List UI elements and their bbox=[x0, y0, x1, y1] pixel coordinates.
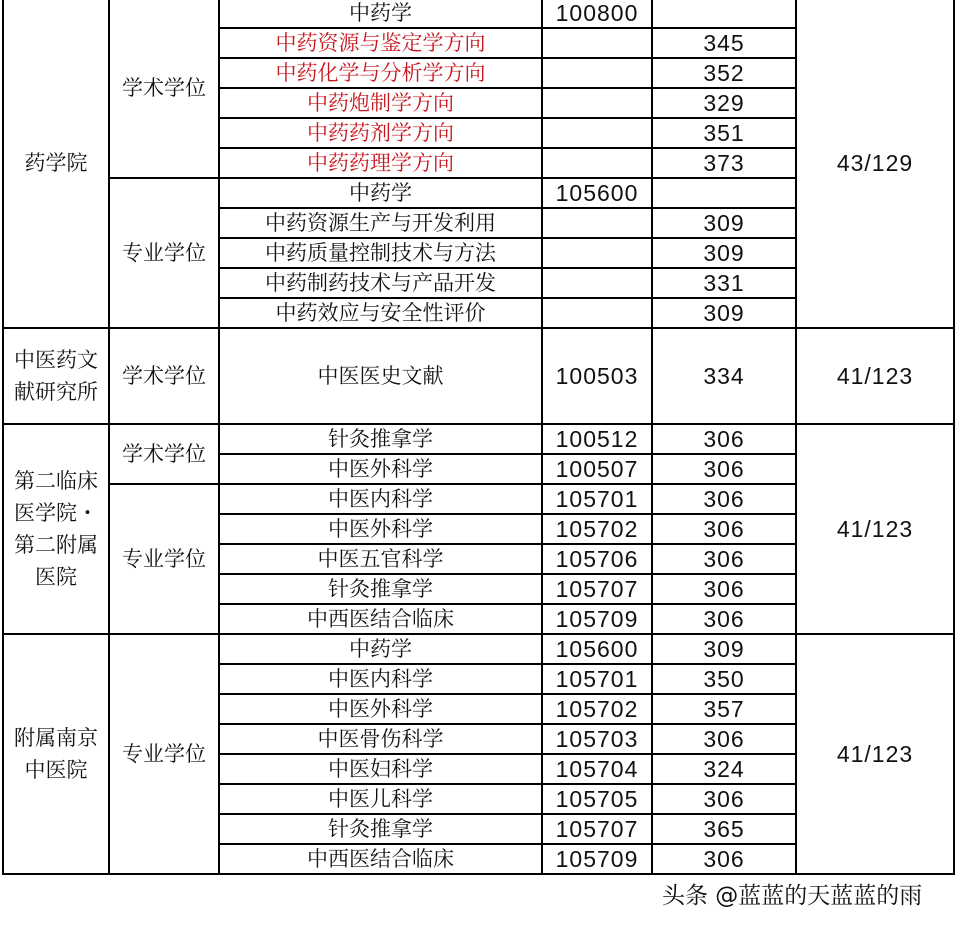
degree-type-cell: 学术学位 bbox=[109, 328, 219, 424]
table-row bbox=[3, 424, 954, 454]
major-cell: 中医五官科学 bbox=[219, 544, 542, 574]
score-cell: 324 bbox=[652, 754, 796, 784]
code-cell: 105702 bbox=[542, 514, 652, 544]
major-cell: 中药资源生产与开发利用 bbox=[219, 208, 542, 238]
score-cell: 309 bbox=[652, 238, 796, 268]
major-cell: 中药学 bbox=[219, 178, 542, 208]
unit-cell: 附属南京中医院 bbox=[3, 634, 109, 874]
score-cell: 309 bbox=[652, 208, 796, 238]
degree-type-cell: 专业学位 bbox=[109, 484, 219, 634]
code-cell: 105600 bbox=[542, 634, 652, 664]
major-cell: 中药质量控制技术与方法 bbox=[219, 238, 542, 268]
watermark: 头条 @蓝蓝的天蓝蓝的雨 bbox=[662, 883, 923, 909]
major-cell: 中西医结合临床 bbox=[219, 604, 542, 634]
major-cell: 中医外科学 bbox=[219, 694, 542, 724]
score-cell: 334 bbox=[652, 328, 796, 424]
score-cell: 306 bbox=[652, 424, 796, 454]
major-cell: 中药制药技术与产品开发 bbox=[219, 268, 542, 298]
degree-type-cell: 学术学位 bbox=[109, 424, 219, 484]
code-cell bbox=[542, 298, 652, 328]
score-cell: 306 bbox=[652, 484, 796, 514]
code-cell: 105703 bbox=[542, 724, 652, 754]
table-row bbox=[3, 328, 954, 424]
score-cell bbox=[652, 178, 796, 208]
score-table bbox=[2, 0, 955, 875]
code-cell: 105704 bbox=[542, 754, 652, 784]
degree-type-cell: 专业学位 bbox=[109, 178, 219, 328]
score-cell: 306 bbox=[652, 784, 796, 814]
degree-type-cell: 学术学位 bbox=[109, 0, 219, 178]
score-cell: 309 bbox=[652, 298, 796, 328]
major-cell: 中医内科学 bbox=[219, 484, 542, 514]
unit-cell: 第二临床医学院・第二附属医院 bbox=[3, 424, 109, 634]
major-cell: 中医妇科学 bbox=[219, 754, 542, 784]
score-cell: 309 bbox=[652, 634, 796, 664]
code-cell bbox=[542, 28, 652, 58]
major-cell: 中药效应与安全性评价 bbox=[219, 298, 542, 328]
table-row bbox=[3, 0, 954, 28]
code-cell: 100512 bbox=[542, 424, 652, 454]
major-cell: 中医骨伤科学 bbox=[219, 724, 542, 754]
code-cell bbox=[542, 118, 652, 148]
code-cell: 100507 bbox=[542, 454, 652, 484]
code-cell: 105600 bbox=[542, 178, 652, 208]
major-cell: 中医内科学 bbox=[219, 664, 542, 694]
score-cell: 306 bbox=[652, 514, 796, 544]
score-cell: 306 bbox=[652, 454, 796, 484]
major-cell: 中医医史文献 bbox=[219, 328, 542, 424]
major-cell: 中药化学与分析学方向 bbox=[219, 58, 542, 88]
major-cell: 中医外科学 bbox=[219, 514, 542, 544]
code-cell: 105706 bbox=[542, 544, 652, 574]
major-cell: 针灸推拿学 bbox=[219, 424, 542, 454]
major-cell: 中医儿科学 bbox=[219, 784, 542, 814]
score-cell: 331 bbox=[652, 268, 796, 298]
code-cell: 105709 bbox=[542, 844, 652, 874]
major-cell: 中西医结合临床 bbox=[219, 844, 542, 874]
score-cell bbox=[652, 0, 796, 28]
score-cell: 373 bbox=[652, 148, 796, 178]
score-cell: 351 bbox=[652, 118, 796, 148]
code-cell: 105707 bbox=[542, 814, 652, 844]
major-cell: 中药药理学方向 bbox=[219, 148, 542, 178]
unit-cell: 药学院 bbox=[3, 0, 109, 328]
ratio-cell: 41/123 bbox=[796, 328, 954, 424]
unit-cell: 中医药文献研究所 bbox=[3, 328, 109, 424]
score-cell: 357 bbox=[652, 694, 796, 724]
code-cell bbox=[542, 268, 652, 298]
major-cell: 针灸推拿学 bbox=[219, 814, 542, 844]
code-cell bbox=[542, 238, 652, 268]
score-cell: 365 bbox=[652, 814, 796, 844]
code-cell: 105701 bbox=[542, 484, 652, 514]
code-cell: 105701 bbox=[542, 664, 652, 694]
code-cell: 100800 bbox=[542, 0, 652, 28]
major-cell: 中药学 bbox=[219, 634, 542, 664]
score-cell: 329 bbox=[652, 88, 796, 118]
major-cell: 中药炮制学方向 bbox=[219, 88, 542, 118]
score-cell: 345 bbox=[652, 28, 796, 58]
code-cell: 105707 bbox=[542, 574, 652, 604]
code-cell: 105709 bbox=[542, 604, 652, 634]
major-cell: 中药药剂学方向 bbox=[219, 118, 542, 148]
degree-type-cell: 专业学位 bbox=[109, 634, 219, 874]
score-cell: 306 bbox=[652, 574, 796, 604]
code-cell: 100503 bbox=[542, 328, 652, 424]
major-cell: 中医外科学 bbox=[219, 454, 542, 484]
code-cell: 105705 bbox=[542, 784, 652, 814]
score-cell: 306 bbox=[652, 844, 796, 874]
major-cell: 针灸推拿学 bbox=[219, 574, 542, 604]
score-cell: 306 bbox=[652, 604, 796, 634]
table-row bbox=[3, 634, 954, 664]
code-cell bbox=[542, 88, 652, 118]
code-cell bbox=[542, 208, 652, 238]
score-cell: 306 bbox=[652, 544, 796, 574]
major-cell: 中药学 bbox=[219, 0, 542, 28]
code-cell bbox=[542, 58, 652, 88]
score-cell: 350 bbox=[652, 664, 796, 694]
ratio-cell: 43/129 bbox=[796, 0, 954, 328]
score-table-body bbox=[3, 0, 954, 874]
major-cell: 中药资源与鉴定学方向 bbox=[219, 28, 542, 58]
ratio-cell: 41/123 bbox=[796, 634, 954, 874]
ratio-cell: 41/123 bbox=[796, 424, 954, 634]
score-cell: 352 bbox=[652, 58, 796, 88]
code-cell: 105702 bbox=[542, 694, 652, 724]
code-cell bbox=[542, 148, 652, 178]
score-cell: 306 bbox=[652, 724, 796, 754]
